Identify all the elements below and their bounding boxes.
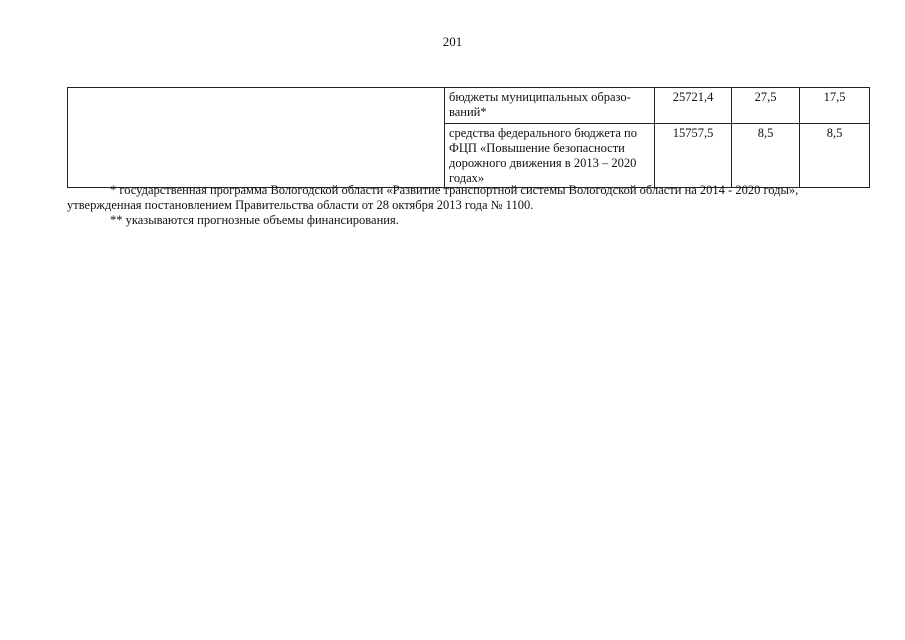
table-row <box>68 88 870 124</box>
value-cell: 17,5 <box>800 88 870 124</box>
footnote-1-line-1: * государственная программа Вологодской области «Развитие транспортной системы Вологодской области на 2014 - 2020 годы», <box>110 183 799 197</box>
footnote-1-line-2: утвержденная постановлением Правительства области от 28 октября 2013 года № 1100. <box>67 198 534 212</box>
footnote-2: ** указываются прогнозные объемы финансирования. <box>110 213 399 227</box>
empty-merged-cell <box>68 88 445 188</box>
value-cell: 8,5 <box>732 124 800 188</box>
funding-source-cell: бюджеты муниципальных образо-ваний* <box>445 88 655 124</box>
value-cell: 27,5 <box>732 88 800 124</box>
value-cell: 15757,5 <box>655 124 732 188</box>
funding-source-cell: средства федерального бюджета по ФЦП «Повышение безопасности дорожного движения в 2013 – 2020 годах» <box>445 124 655 188</box>
value-cell: 8,5 <box>800 124 870 188</box>
page-number: 201 <box>442 34 463 49</box>
budget-table <box>67 87 870 188</box>
value-cell: 25721,4 <box>655 88 732 124</box>
